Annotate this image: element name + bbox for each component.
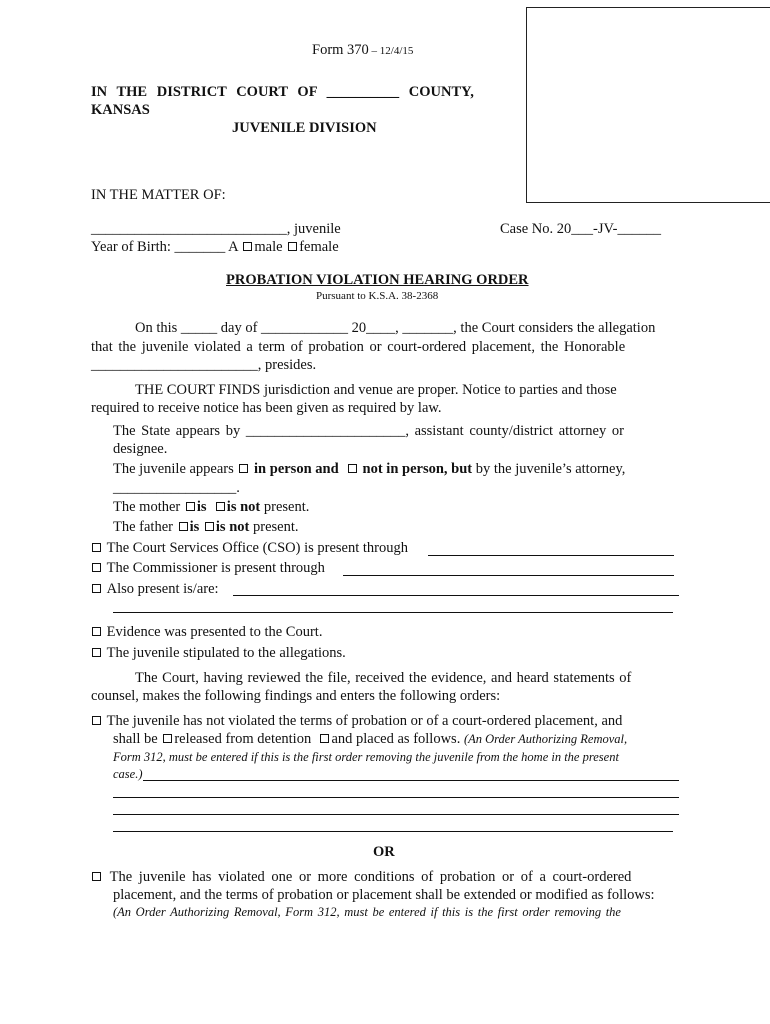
cso-row: [90, 540, 408, 557]
father-is-label: is: [189, 519, 200, 535]
also-present-label: Also present is/are:: [106, 581, 219, 597]
placed-label: and placed as follows.: [331, 731, 461, 747]
stipulated-label: The juvenile stipulated to the allegations.: [106, 645, 346, 661]
court-heading: IN THE DISTRICT COURT OF __________ COUNTY,: [91, 84, 474, 100]
also-present-field-line-2[interactable]: [113, 612, 673, 613]
commissioner-field-line[interactable]: [343, 575, 674, 576]
father-is-not-checkbox[interactable]: [205, 522, 214, 531]
mother-label: The mother: [113, 499, 181, 515]
no-violation-row: [90, 713, 622, 730]
male-checkbox[interactable]: [243, 242, 252, 251]
placement-field-line-1[interactable]: [143, 780, 679, 781]
in-person-checkbox[interactable]: [239, 464, 248, 473]
also-present-row: [90, 581, 219, 598]
cso-label: The Court Services Office (CSO) is present through: [106, 540, 408, 556]
evidence-row: [90, 624, 322, 641]
released-label: released from detention: [174, 731, 312, 747]
violation-label: The juvenile has violated one or more conditions of probation or of a court-ordered: [109, 869, 632, 885]
form-number: Form 370 – 12/4/15: [312, 42, 414, 58]
shall-be-label: shall be: [113, 731, 158, 747]
evidence-label: Evidence was presented to the Court.: [106, 624, 323, 640]
filing-stamp-box: [526, 7, 770, 203]
matter-label: IN THE MATTER OF:: [91, 187, 226, 203]
not-in-person-label: not in person, but: [362, 461, 473, 477]
mother-is-not-label: is not: [226, 499, 261, 515]
notice-line: required to receive notice has been given as required by law.: [91, 400, 442, 416]
judge-name-field[interactable]: _______________________, presides.: [91, 357, 317, 373]
released-row: [113, 731, 627, 748]
year-of-birth-field[interactable]: Year of Birth: _______ A: [91, 239, 238, 255]
mother-is-checkbox[interactable]: [186, 502, 195, 511]
father-label: The father: [113, 519, 173, 535]
violation-line-2: placement, and the terms of probation or placement shall be extended or modified as follows:: [113, 887, 655, 903]
cso-checkbox[interactable]: [92, 543, 101, 552]
removal-note-line-3: case.): [113, 767, 143, 781]
attorney-label: by the juvenile’s attorney,: [475, 461, 626, 477]
or-separator: OR: [373, 844, 395, 860]
father-is-checkbox[interactable]: [179, 522, 188, 531]
mother-is-not-checkbox[interactable]: [216, 502, 225, 511]
removal-note-line-2: Form 312, must be entered if this is the first order removing the juvenile from the home in the present: [113, 750, 619, 764]
state-appears-field[interactable]: The State appears by ______________________, assistant county/district attorney or: [113, 423, 624, 439]
juvenile-appears-label: The juvenile appears: [113, 461, 234, 477]
court-state: KANSAS: [91, 102, 150, 118]
hearing-date-line[interactable]: On this _____ day of ____________ 20____, _______, the Court considers the allegation: [135, 320, 656, 336]
released-checkbox[interactable]: [163, 734, 172, 743]
not-in-person-checkbox[interactable]: [348, 464, 357, 473]
in-person-label: in person and: [254, 461, 339, 477]
stipulated-checkbox[interactable]: [92, 648, 101, 657]
findings-intro-line: The Court, having reviewed the file, received the evidence, and heard statements of: [135, 670, 632, 686]
juvenile-attorney-field[interactable]: _________________.: [113, 480, 240, 496]
juvenile-appears-row: [113, 461, 625, 478]
also-present-field-line[interactable]: [233, 595, 679, 596]
placed-checkbox[interactable]: [320, 734, 329, 743]
commissioner-checkbox[interactable]: [92, 563, 101, 572]
removal-note: (An Order Authorizing Removal,: [463, 732, 628, 746]
document-subtitle: Pursuant to K.S.A. 38-2368: [316, 290, 439, 302]
allegation-line: that the juvenile violated a term of probation or court-ordered placement, the Honorable: [91, 339, 626, 355]
mother-present-label: present.: [263, 499, 310, 515]
findings-intro-line-2: counsel, makes the following findings and enters the following orders:: [91, 688, 501, 704]
court-finds-line: THE COURT FINDS jurisdiction and venue are proper. Notice to parties and those: [135, 382, 617, 398]
violation-row: [90, 869, 631, 886]
female-label: female: [299, 239, 339, 255]
also-present-checkbox[interactable]: [92, 584, 101, 593]
male-label: male: [254, 239, 283, 255]
no-violation-checkbox[interactable]: [92, 716, 101, 725]
placement-field-line-4[interactable]: [113, 831, 673, 832]
mother-row: [113, 499, 309, 516]
placement-field-line-3[interactable]: [113, 814, 679, 815]
violation-checkbox[interactable]: [92, 872, 101, 881]
year-of-birth-row: [91, 239, 339, 256]
document-title: PROBATION VIOLATION HEARING ORDER: [226, 272, 529, 288]
stipulated-row: [90, 645, 346, 662]
female-checkbox[interactable]: [288, 242, 297, 251]
father-row: [113, 519, 298, 536]
designee-label: designee.: [113, 441, 168, 457]
no-violation-label: The juvenile has not violated the terms of probation or of a court-ordered placement, and: [106, 713, 623, 729]
case-number-field[interactable]: Case No. 20___-JV-______: [500, 221, 661, 237]
violation-removal-note: (An Order Authorizing Removal, Form 312, must be entered if this is the first order removing the: [113, 905, 621, 919]
placement-field-line-2[interactable]: [113, 797, 679, 798]
commissioner-label: The Commissioner is present through: [106, 560, 325, 576]
cso-field-line[interactable]: [428, 555, 674, 556]
mother-is-label: is: [196, 499, 207, 515]
division-heading: JUVENILE DIVISION: [232, 120, 377, 136]
father-is-not-label: is not: [215, 519, 250, 535]
juvenile-name-field[interactable]: ___________________________, juvenile: [91, 221, 341, 237]
evidence-checkbox[interactable]: [92, 627, 101, 636]
father-present-label: present.: [252, 519, 299, 535]
commissioner-row: [90, 560, 325, 577]
